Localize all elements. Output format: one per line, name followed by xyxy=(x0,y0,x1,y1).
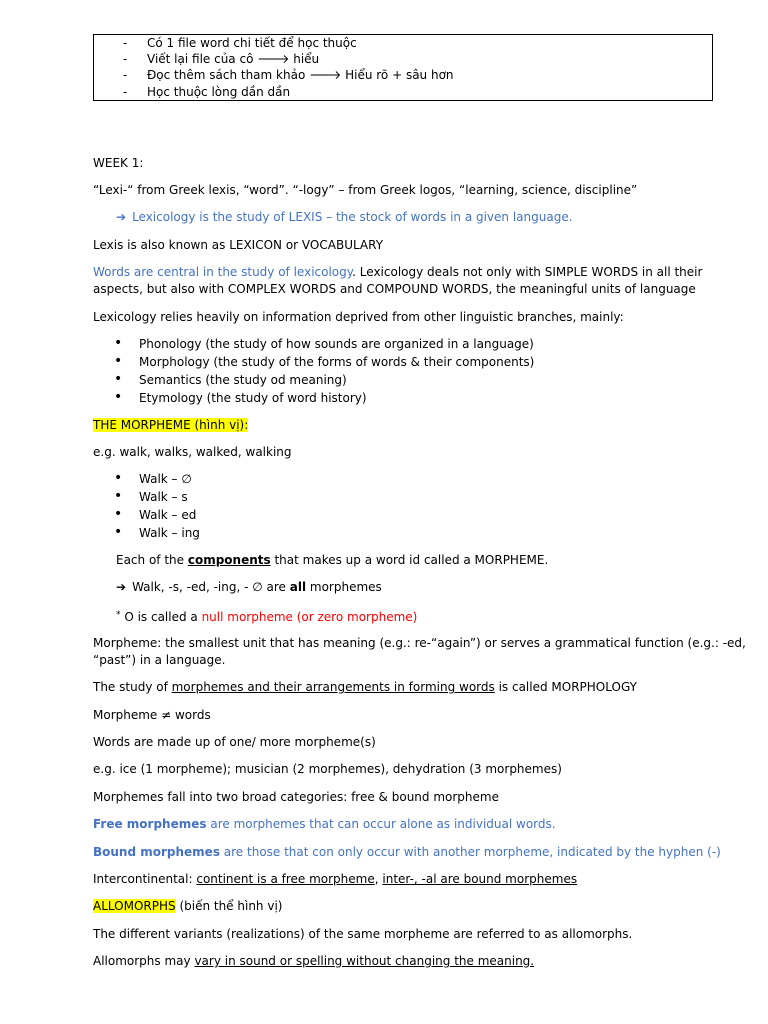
all-morphemes-line xyxy=(116,579,382,596)
morpheme-def-line-1: Morpheme: the smallest unit that has meaning (e.g.: re-“again”) or serves a grammatical function (e.g.: -ed, xyxy=(93,636,746,650)
todo-text: Có 1 file word chi tiết để học thuộc xyxy=(147,36,357,50)
categories-line: Morphemes fall into two broad categories: free & bound morpheme xyxy=(93,790,499,804)
text-span: The study of xyxy=(93,680,172,694)
free-morphemes-line xyxy=(93,816,556,833)
text-span: . xyxy=(530,954,535,968)
text-span: that makes up a word id called a MORPHEME. xyxy=(270,553,549,567)
todo-text: Viết lại file của cô 🡒 hiểu xyxy=(147,52,320,66)
text-span: Walk, -s, -ed, -ing, - ∅ are xyxy=(132,580,290,594)
list-item-text: Walk – ing xyxy=(139,526,200,540)
underlined-text: continent is a free morpheme xyxy=(196,872,375,886)
week-heading: WEEK 1: xyxy=(93,156,144,170)
relies-line: Lexicology relies heavily on information deprived from other linguistic branches, mainly: xyxy=(93,310,624,324)
underlined-text: vary in sound or spelling without changing the meaning xyxy=(194,954,531,968)
underlined-text: inter-, -al are bound morphemes xyxy=(382,872,578,886)
central-blue-text: Words are central in the study of lexicology xyxy=(93,265,353,279)
intercontinental-line xyxy=(93,871,577,888)
bullet-icon: • xyxy=(114,524,123,540)
list-item-text: Phonology (the study of how sounds are organized in a language) xyxy=(139,337,534,351)
red-text: null morpheme (or zero morpheme) xyxy=(201,610,418,624)
bold-term: Free morphemes xyxy=(93,817,207,831)
text-span: are those that con only occur with another morpheme, indicated by the hyphen (-) xyxy=(219,845,721,859)
text-span: are morphemes that can occur alone as individual words. xyxy=(206,817,556,831)
central-line-2: aspects, but also with COMPLEX WORDS and COMPOUND WORDS, the meaningful units of language xyxy=(93,282,696,296)
central-line-1 xyxy=(93,264,702,281)
text-span: is called MORPHOLOGY xyxy=(494,680,637,694)
arrow-icon: ➔ xyxy=(116,210,127,224)
list-dash: - xyxy=(123,85,128,99)
highlighted-heading: THE MORPHEME (hình vị): xyxy=(93,418,249,432)
text-span: Each of the xyxy=(116,553,188,567)
text-span: , xyxy=(374,872,383,886)
definition-line xyxy=(116,209,573,226)
null-note-line xyxy=(116,607,417,626)
text-span: Allomorphs may xyxy=(93,954,195,968)
text-span: Intercontinental: xyxy=(93,872,197,886)
list-item-text: Etymology (the study of word history) xyxy=(139,391,367,405)
emphasis-text: components xyxy=(187,553,271,567)
bullet-icon: • xyxy=(114,353,123,369)
arrow-icon: ➔ xyxy=(116,580,127,594)
eg-walk-line: e.g. walk, walks, walked, walking xyxy=(93,445,292,459)
list-dash: - xyxy=(123,52,128,66)
bullet-icon: • xyxy=(114,389,123,405)
bullet-icon: • xyxy=(114,470,123,486)
bold-text: all xyxy=(289,580,307,594)
central-rest-text: . Lexicology deals not only with SIMPLE WORDS in all their xyxy=(352,265,703,279)
made-up-line: Words are made up of one/ more morpheme(s) xyxy=(93,735,376,749)
bold-term: Bound morphemes xyxy=(93,845,220,859)
bound-morphemes-line xyxy=(93,844,721,861)
bullet-icon: • xyxy=(114,371,123,387)
list-dash: - xyxy=(123,36,128,50)
list-item-text: Morphology (the study of the forms of words & their components) xyxy=(139,355,535,369)
list-dash: - xyxy=(123,68,128,82)
bullet-icon: • xyxy=(114,506,123,522)
bullet-icon: • xyxy=(114,488,123,504)
variants-line: The different variants (realizations) of the same morpheme are referred to as allomorphs. xyxy=(93,927,633,941)
allomorphs-heading xyxy=(93,898,282,915)
definition-text: Lexicology is the study of LEXIS – the stock of words in a given language. xyxy=(132,210,573,224)
todo-box xyxy=(93,34,713,101)
lexis-known-line: Lexis is also known as LEXICON or VOCABULARY xyxy=(93,238,384,252)
morpheme-def-line-2: “past”) in a language. xyxy=(93,653,226,667)
study-line xyxy=(93,679,637,696)
list-item-text: Semantics (the study od meaning) xyxy=(139,373,347,387)
list-item-text: Walk – ∅ xyxy=(139,472,192,486)
components-line xyxy=(116,552,548,569)
list-item-text: Walk – s xyxy=(139,490,188,504)
vary-line xyxy=(93,953,534,970)
asterisk: * xyxy=(116,610,121,620)
text-span: O is called a xyxy=(120,610,202,624)
todo-text: Học thuộc lòng dần dần xyxy=(147,85,291,99)
text-span: morphemes xyxy=(306,580,382,594)
eg-ice-line: e.g. ice (1 morpheme); musician (2 morphemes), dehydration (3 morphemes) xyxy=(93,762,562,776)
etymology-line: “Lexi-“ from Greek lexis, “word”. “-logy” – from Greek logos, “learning, science, discipline” xyxy=(93,183,638,197)
todo-text: Đọc thêm sách tham khảo 🡒 Hiểu rõ + sâu hơn xyxy=(147,68,454,82)
morpheme-heading xyxy=(93,417,248,434)
list-item-text: Walk – ed xyxy=(139,508,197,522)
highlighted-heading: ALLOMORPHS xyxy=(93,899,176,913)
text-span: (biến thể hình vị) xyxy=(175,899,283,913)
bullet-icon: • xyxy=(114,335,123,351)
underlined-text: morphemes and their arrangements in forming words xyxy=(171,680,495,694)
neq-line: Morpheme ≠ words xyxy=(93,708,211,722)
